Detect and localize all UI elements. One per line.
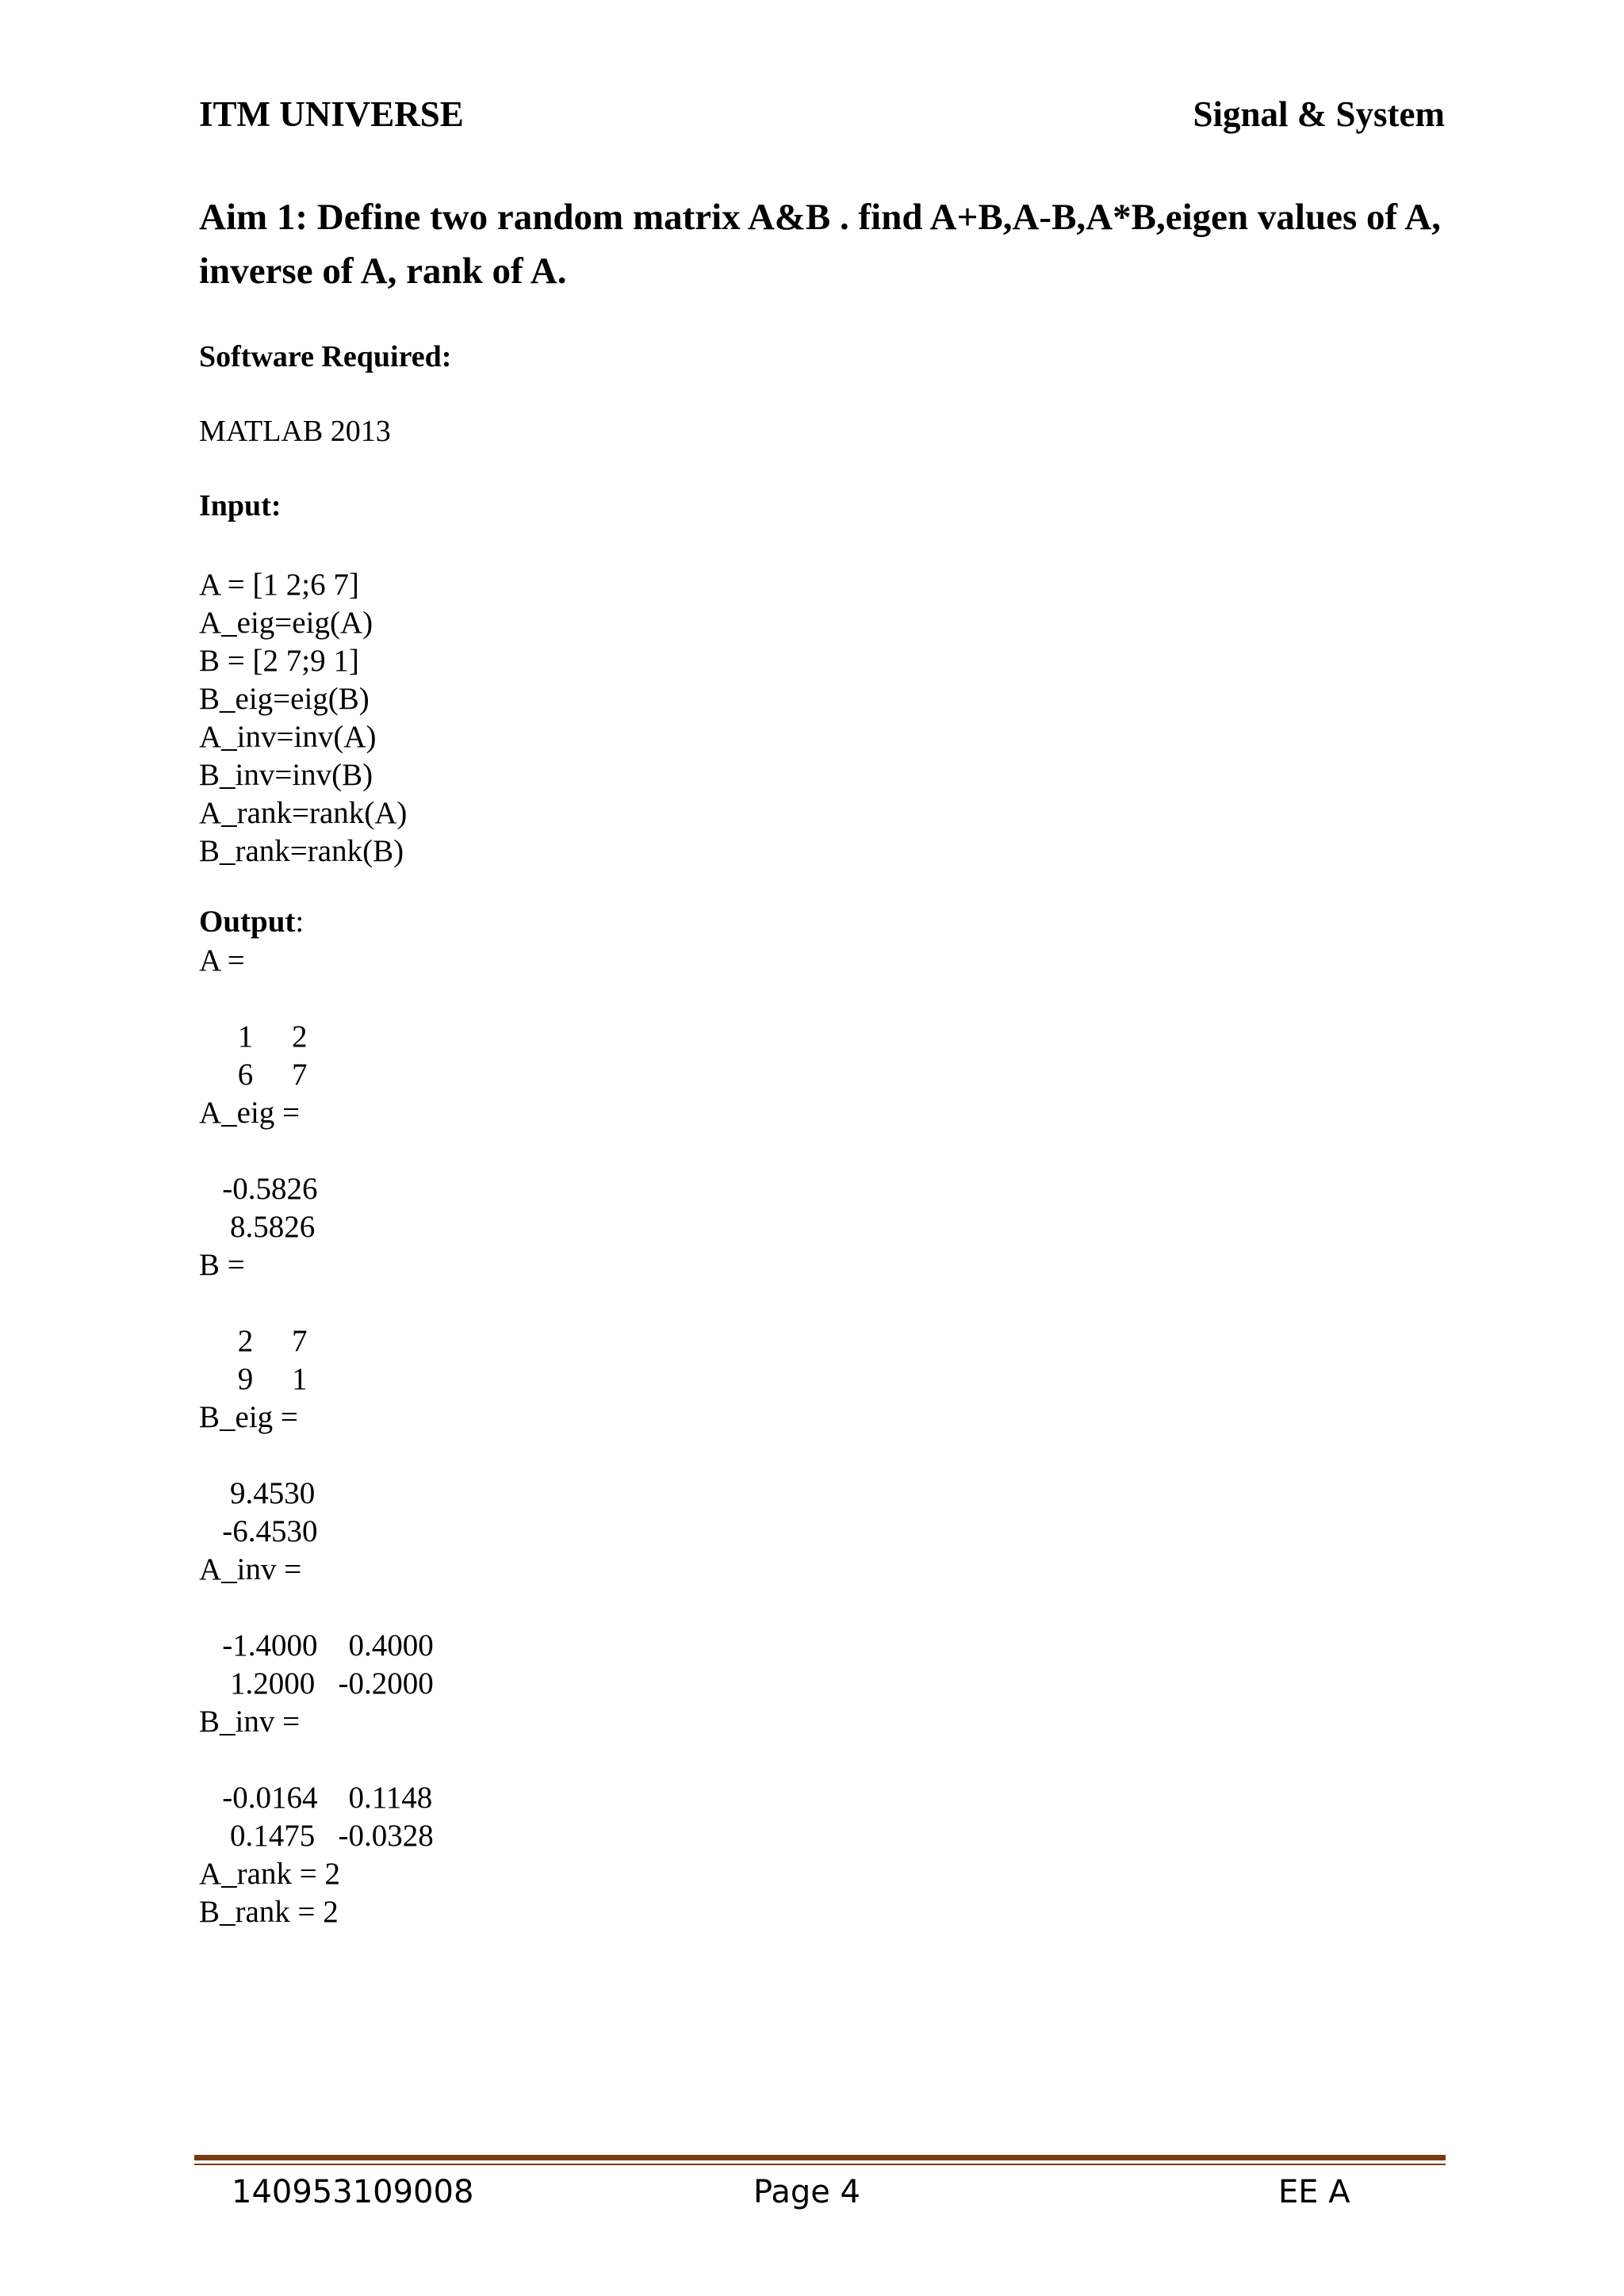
output-line: 2 7 xyxy=(199,1324,308,1358)
output-line: 9 1 xyxy=(199,1362,308,1396)
code-line: A_rank=rank(A) xyxy=(199,796,408,830)
output-line xyxy=(199,1437,434,1475)
footer-page-number: Page 4 xyxy=(753,2174,860,2210)
footer-divider-thin xyxy=(194,2164,1446,2165)
output-line: A_inv = xyxy=(199,1552,302,1586)
footer-roll-number: 140953109008 xyxy=(232,2174,474,2210)
output-line: -0.5826 xyxy=(199,1172,318,1206)
output-line: 9.4530 xyxy=(199,1476,316,1510)
output-line: B_eig = xyxy=(199,1400,298,1434)
output-line xyxy=(199,980,434,1018)
output-line xyxy=(199,1284,434,1322)
output-line xyxy=(199,1132,434,1170)
input-label: Input: xyxy=(199,489,282,522)
input-code xyxy=(199,566,407,871)
output-label-colon: : xyxy=(295,905,304,939)
output-line: -1.4000 0.4000 xyxy=(199,1628,434,1663)
output-line: 8.5826 xyxy=(199,1210,316,1244)
output-line: B = xyxy=(199,1248,245,1282)
code-line: B = [2 7;9 1] xyxy=(199,644,359,678)
output-line: 1.2000 -0.2000 xyxy=(199,1667,434,1701)
code-line: B_eig=eig(B) xyxy=(199,682,370,716)
code-line: B_rank=rank(B) xyxy=(199,834,404,868)
aim-heading: Aim 1: Define two random matrix A&B . find A+B,A-B,A*B,eigen values of A, inverse of A, rank of A. xyxy=(199,197,1441,292)
output-line: A_rank = 2 xyxy=(199,1857,340,1891)
header-institution: ITM UNIVERSE xyxy=(199,94,464,134)
output-line: 1 2 xyxy=(199,1020,308,1054)
output-line: -0.0164 0.1148 xyxy=(199,1781,433,1815)
output-line: 6 7 xyxy=(199,1058,308,1092)
output-line xyxy=(199,1741,434,1779)
output-line xyxy=(199,1589,434,1627)
output-line: -6.4530 xyxy=(199,1514,318,1548)
output-line: B_inv = xyxy=(199,1705,301,1739)
output-label xyxy=(199,904,304,939)
output-line: A_eig = xyxy=(199,1096,301,1130)
header-subject: Signal & System xyxy=(1193,94,1445,134)
output-line: B_rank = 2 xyxy=(199,1895,339,1929)
software-required-label: Software Required: xyxy=(199,340,452,373)
footer-class: EE A xyxy=(1278,2174,1350,2210)
code-line: B_inv=inv(B) xyxy=(199,758,373,792)
code-line: A_inv=inv(A) xyxy=(199,720,377,754)
code-line: A_eig=eig(A) xyxy=(199,606,373,640)
output-line: A = xyxy=(199,943,245,978)
footer-divider-thick xyxy=(194,2155,1446,2160)
output-label-text: Output xyxy=(199,905,296,939)
output-block xyxy=(199,942,434,1931)
output-line: 0.1475 -0.0328 xyxy=(199,1819,434,1853)
code-line: A = [1 2;6 7] xyxy=(199,568,359,602)
software-value: MATLAB 2013 xyxy=(199,415,391,448)
